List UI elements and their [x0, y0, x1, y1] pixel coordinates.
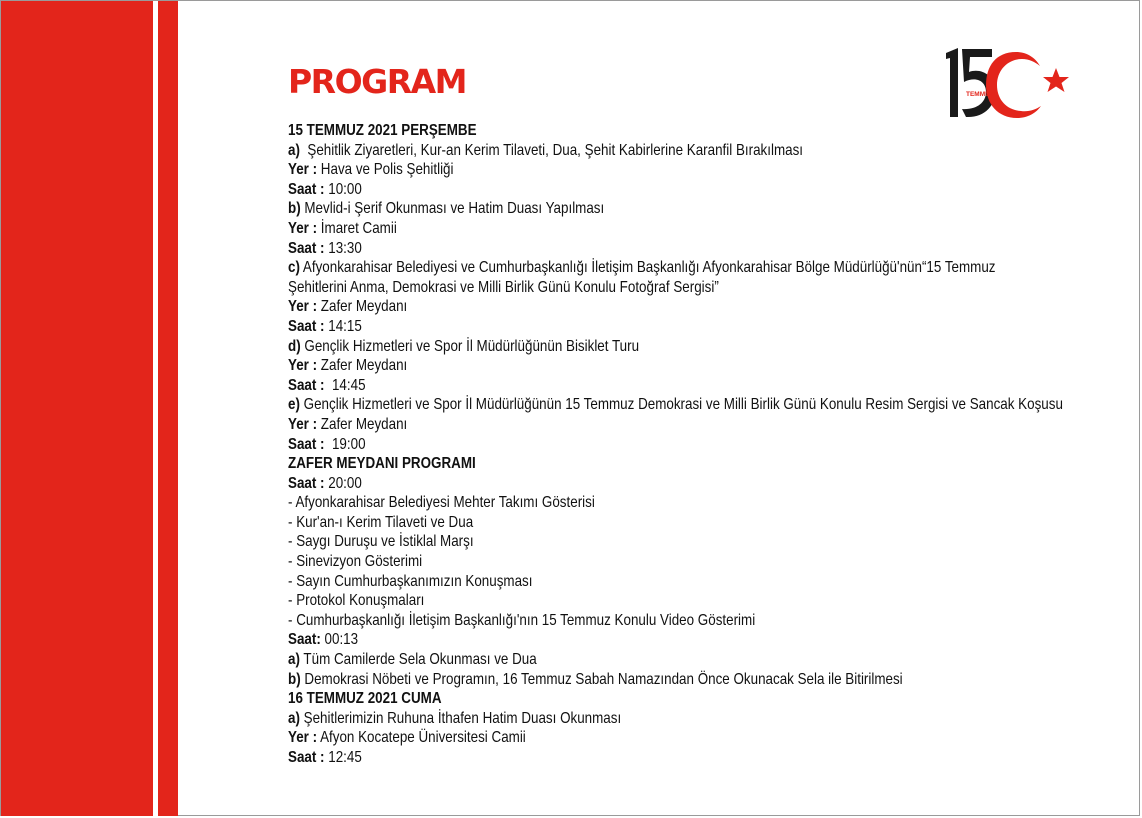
line-prefix: c)	[288, 259, 300, 277]
line-prefix: b)	[288, 200, 301, 218]
section-heading: 15 TEMMUZ 2021 PERŞEMBE	[288, 122, 477, 139]
line-prefix: Yer :	[288, 298, 318, 316]
line-text: 20:00	[324, 474, 362, 492]
line-text: Afyon Kocatepe Üniversitesi Camii	[317, 729, 526, 747]
program-line	[288, 435, 976, 455]
line-prefix: b)	[288, 670, 301, 688]
line-prefix: Saat:	[288, 631, 321, 649]
line-text: 14:45	[324, 376, 366, 394]
section-heading: 16 TEMMUZ 2021 CUMA	[288, 690, 442, 708]
line-text: 00:13	[320, 631, 359, 649]
line-text: 13:30	[324, 239, 362, 257]
line-prefix: e)	[288, 396, 300, 414]
program-line	[288, 160, 976, 180]
program-line	[288, 376, 976, 396]
program-line	[288, 219, 976, 239]
red-side-stripe	[158, 1, 178, 816]
program-line	[288, 239, 976, 259]
program-line: - Saygı Duruşu ve İstiklal Marşı	[288, 533, 474, 551]
program-line	[288, 630, 976, 650]
program-line: - Sinevizyon Gösterimi	[288, 553, 423, 571]
program-line: - Kur'an-ı Kerim Tilaveti ve Dua	[288, 513, 474, 531]
15-temmuz-logo	[940, 44, 1072, 124]
line-text: Tüm Camilerde Sela Okunması ve Dua	[299, 651, 537, 669]
line-prefix: Yer :	[288, 415, 318, 433]
program-line	[288, 199, 976, 219]
line-text: Zafer Meydanı	[317, 415, 408, 433]
program-line	[288, 709, 976, 729]
line-prefix: Saat :	[288, 317, 325, 335]
program-line	[288, 395, 1063, 415]
program-line	[288, 650, 976, 670]
line-text: İmaret Camii	[317, 219, 397, 237]
line-prefix: a)	[288, 651, 300, 669]
line-prefix: Saat :	[288, 749, 325, 766]
line-text: Zafer Meydanı	[317, 357, 408, 375]
line-prefix: a)	[288, 709, 300, 727]
program-line	[288, 670, 976, 690]
line-text: Mevlid-i Şerif Okunması ve Hatim Duası Yapılması	[300, 200, 605, 218]
line-text: Şehitlerimizin Ruhuna İthafen Hatim Duası Okunması	[299, 709, 622, 727]
program-list	[288, 121, 1063, 768]
line-text: Demokrasi Nöbeti ve Programın, 16 Temmuz Sabah Namazından Önce Okunacak Sela ile Bitirilmesi	[300, 670, 903, 688]
line-prefix: d)	[288, 337, 301, 355]
page-title: PROGRAM	[288, 62, 467, 101]
line-prefix: a)	[288, 141, 300, 159]
line-text: 19:00	[324, 435, 366, 453]
line-prefix: Yer :	[288, 219, 318, 237]
logo-label: TEMMUZ	[966, 91, 994, 98]
program-line	[288, 415, 976, 435]
program-line	[288, 317, 976, 337]
line-text: Şehitlik Ziyaretleri, Kur-an Kerim Tilaveti, Dua, Şehit Kabirlerine Karanfil Bırakılması	[299, 141, 804, 159]
line-prefix: Yer :	[288, 729, 318, 747]
section-heading: ZAFER MEYDANI PROGRAMI	[288, 455, 476, 473]
program-line	[288, 141, 976, 161]
program-line	[288, 356, 976, 376]
line-prefix: Yer :	[288, 161, 318, 179]
line-prefix: Saat :	[288, 435, 325, 453]
program-line: - Sayın Cumhurbaşkanımızın Konuşması	[288, 572, 533, 590]
program-line: - Cumhurbaşkanlığı İletişim Başkanlığı'nın 15 Temmuz Konulu Video Gösterimi	[288, 611, 756, 629]
program-line	[288, 337, 976, 357]
line-text: 10:00	[324, 180, 362, 198]
program-line	[288, 748, 976, 768]
line-text: Zafer Meydanı	[317, 298, 408, 316]
program-line: - Protokol Konuşmaları	[288, 592, 425, 610]
red-side-band	[1, 1, 153, 816]
line-prefix: Yer :	[288, 357, 318, 375]
program-line: Şehitlerini Anma, Demokrasi ve Milli Birlik Günü Konulu Fotoğraf Sergisi”	[288, 278, 719, 296]
line-text: Afyonkarahisar Belediyesi ve Cumhurbaşkanlığı İletişim Başkanlığı Afyonkarahisar Bölge Müdürlüğü'nün“15 Temmuz	[299, 259, 996, 277]
program-line	[288, 728, 976, 748]
line-prefix: Saat :	[288, 239, 325, 257]
line-prefix: Saat :	[288, 376, 325, 394]
program-line	[288, 258, 996, 278]
line-text: Gençlik Hizmetleri ve Spor İl Müdürlüğünün Bisiklet Turu	[300, 337, 640, 355]
program-line	[288, 297, 976, 317]
line-text: Hava ve Polis Şehitliği	[317, 161, 454, 179]
program-line	[288, 474, 976, 494]
program-line: - Afyonkarahisar Belediyesi Mehter Takımı Gösterisi	[288, 494, 595, 512]
line-text: Gençlik Hizmetleri ve Spor İl Müdürlüğünün 15 Temmuz Demokrasi ve Milli Birlik Günü Konulu Resim Sergisi ve Sancak Koşusu	[299, 396, 1063, 414]
line-text: 14:15	[324, 317, 362, 335]
line-prefix: Saat :	[288, 180, 325, 198]
line-text: 12:45	[324, 749, 362, 766]
program-line	[288, 180, 976, 200]
line-prefix: Saat :	[288, 474, 325, 492]
